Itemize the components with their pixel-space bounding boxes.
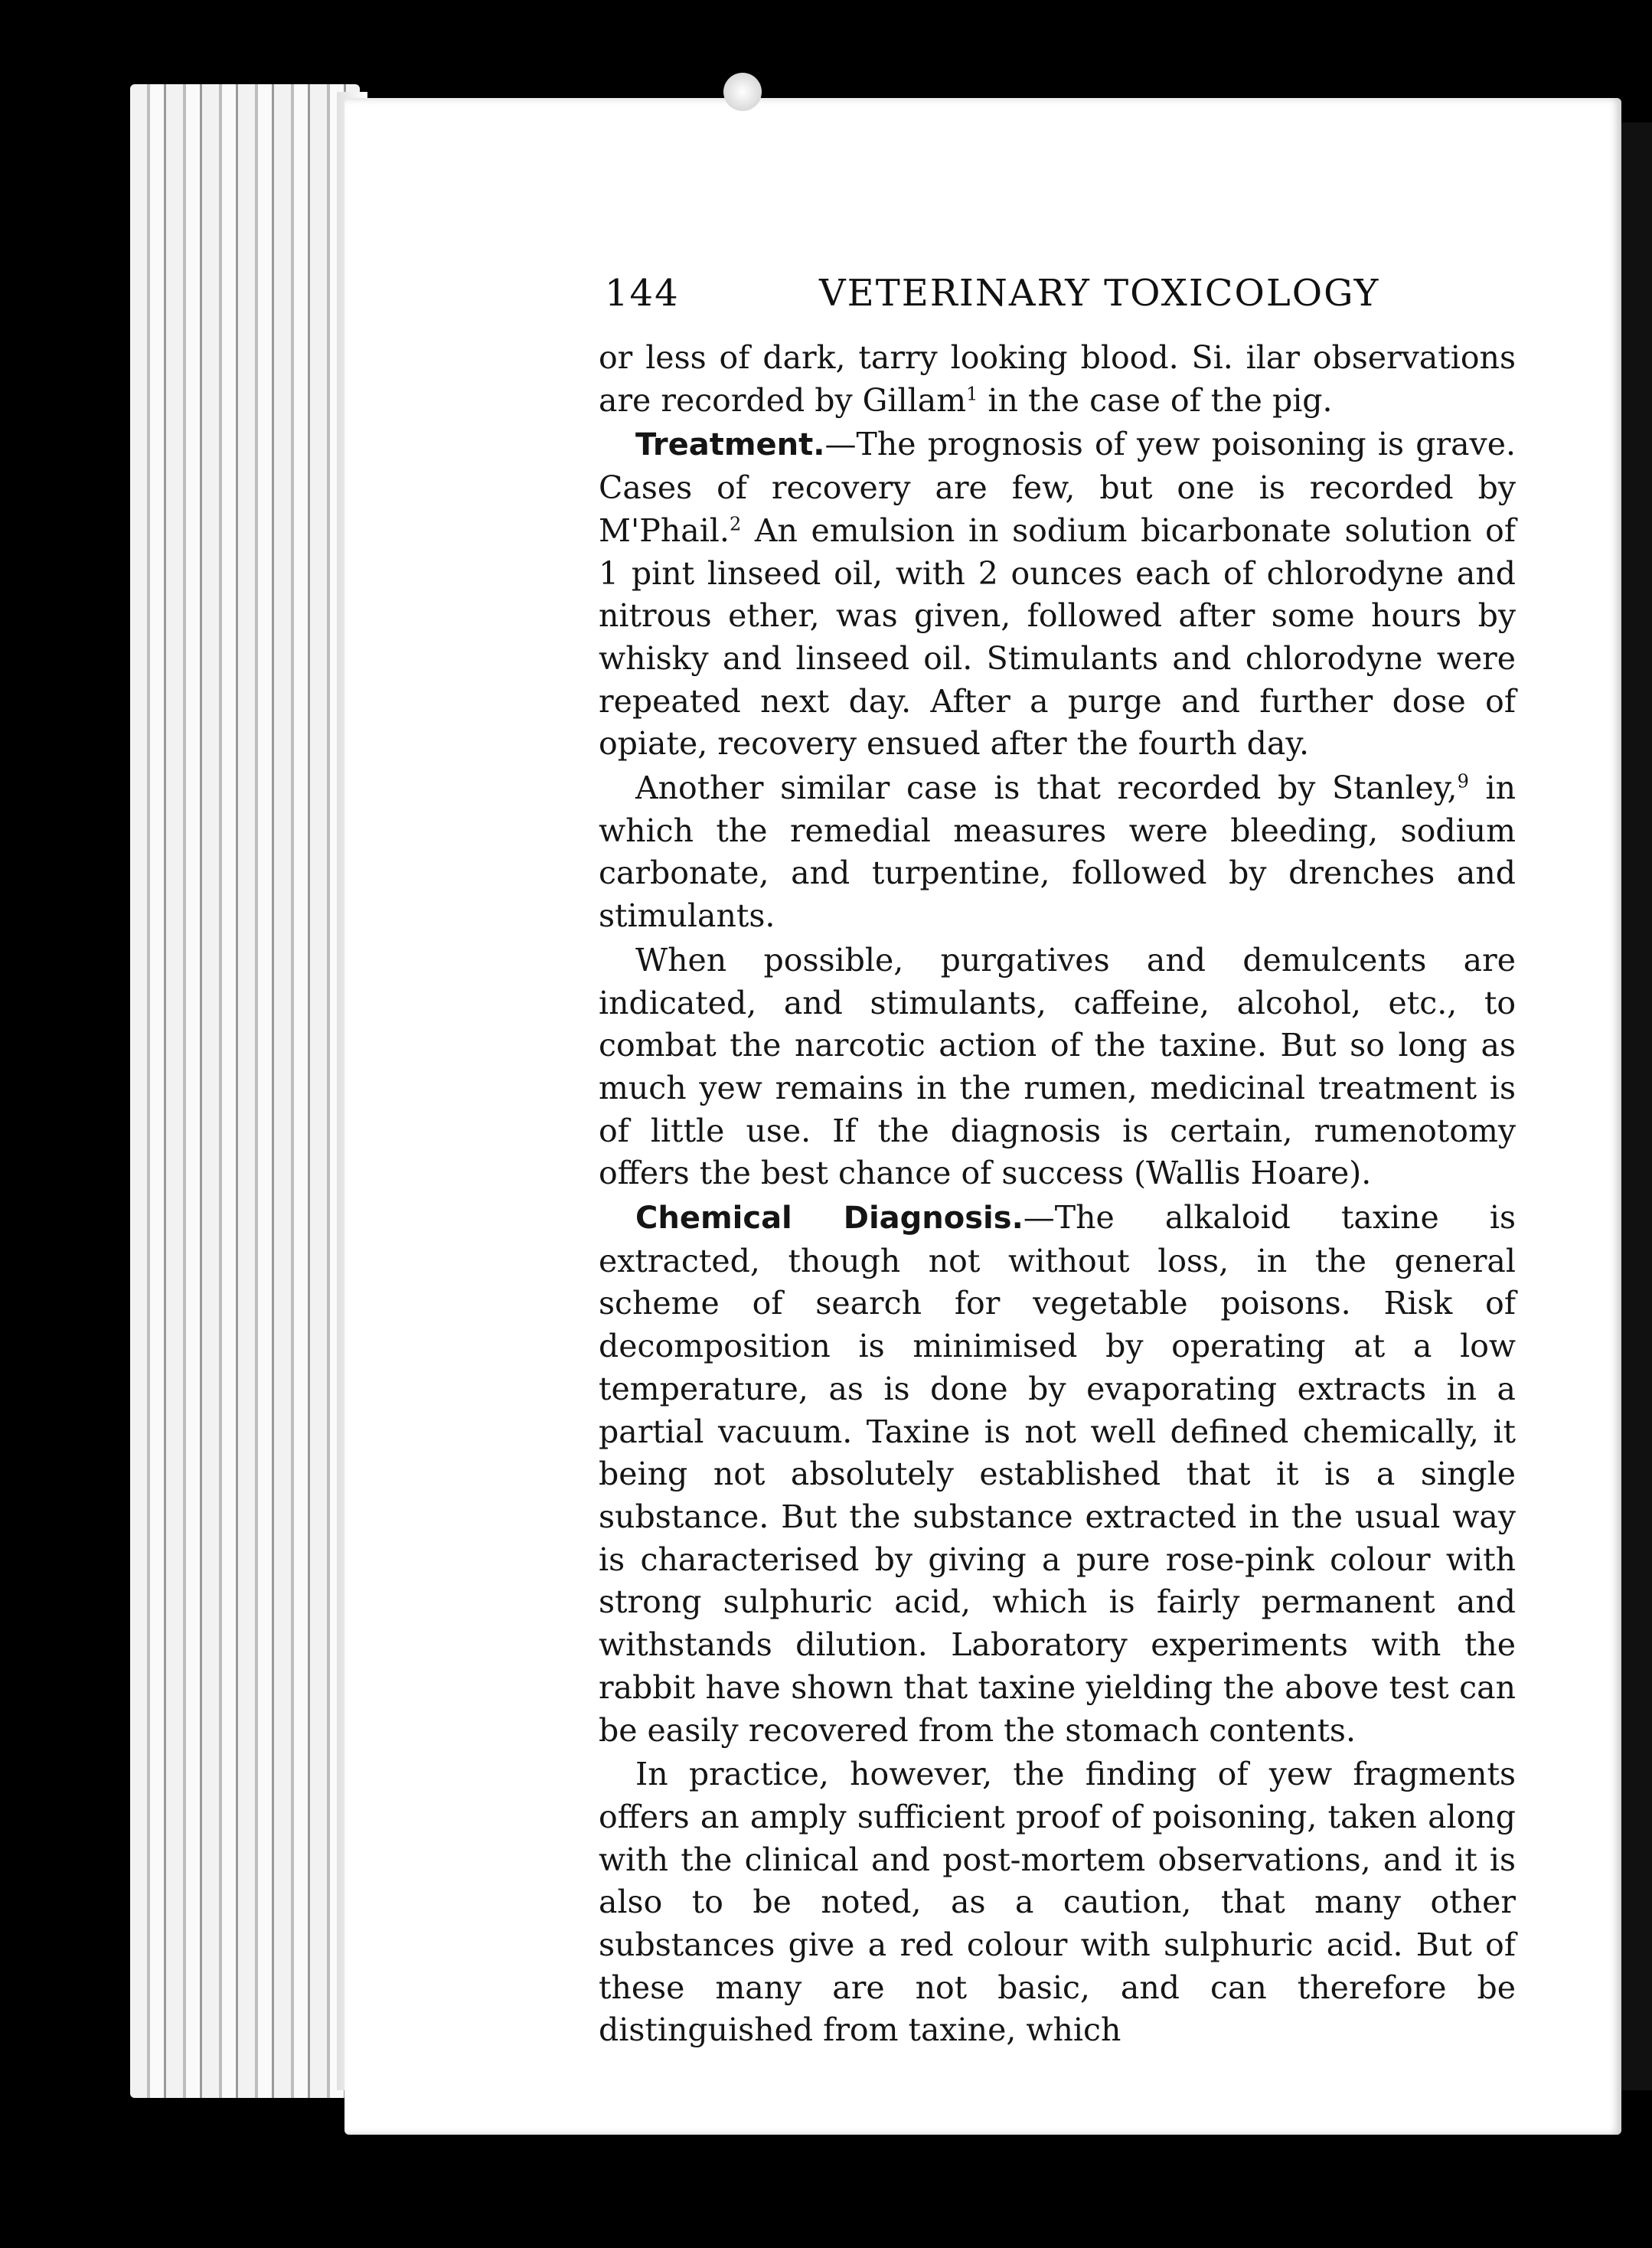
section-heading: Treatment. <box>635 427 825 463</box>
page-edges <box>130 84 360 2098</box>
paragraph-treatment: Treatment.—The prognosis of yew poisoning is grave. Cases of recovery are few, but one is recorded by M'Phail.$^2$ An emulsion in sodium bicarbonate solution of 1 pint linseed oil, with 2 ounces each of chlorodyne and nitrous ether, was given, followed after some hours by whisky and linseed oil. Stimulants and chlorodyne were repeated next day. After a purge and further dose of opiate, recovery ensued after the fourth day. <box>599 426 1516 763</box>
paragraph: When possible, purgatives and demulcents are indicated, and stimulants, caffeine, alcohol, etc., to combat the narcotic action of the taxine. But so long as much yew remains in the rumen, medicinal treatment is of little use. If the diagnosis is certain, rumenotomy offers the best chance of success (Wallis Hoare). <box>599 941 1516 1192</box>
paragraph-chemical-diagnosis: Chemical Diagnosis.—The alkaloid taxine is extracted, though not without loss, in the general scheme of search for vegetable poisons. Risk of decomposition is minimised by operating at a low temperature, as is done by evaporating extracts in a partial vacuum. Taxine is not well defined chemically, it being not absolutely established that it is a single substance. But the substance extracted in the usual way is characterised by giving a pure rose-pink colour with strong sulphuric acid, which is fairly permanent and withstands dilution. Laboratory experiments with the rabbit have shown that taxine yielding the above test can be easily recovered from the stomach contents. <box>599 1199 1516 1749</box>
paragraph: or less of dark, tarry looking blood. Si. ilar observations are recorded by Gillam$^1$ in the case of the pig. <box>599 339 1516 419</box>
running-head: VETERINARY TOXICOLOGY <box>819 272 1380 315</box>
page-header <box>605 272 1493 318</box>
paragraph: In practice, however, the finding of yew fragments offers an amply sufficient proof of poisoning, taken along with the clinical and post-mortem observations, and it is also to be noted, as a caution, that many other substances give a red colour with sulphuric acid. But of these many are not basic, and can therefore be distinguished from taxine, which <box>599 1756 1516 2049</box>
section-heading: Chemical Diagnosis. <box>635 1201 1024 1237</box>
paper-speck <box>723 73 762 111</box>
body-text <box>599 337 1516 2054</box>
paragraph: Another similar case is that recorded by Stanley,$^9$ in which the remedial measures were bleeding, sodium carbonate, and turpentine, followed by drenches and stimulants. <box>599 769 1516 935</box>
page-number: 144 <box>605 272 680 315</box>
